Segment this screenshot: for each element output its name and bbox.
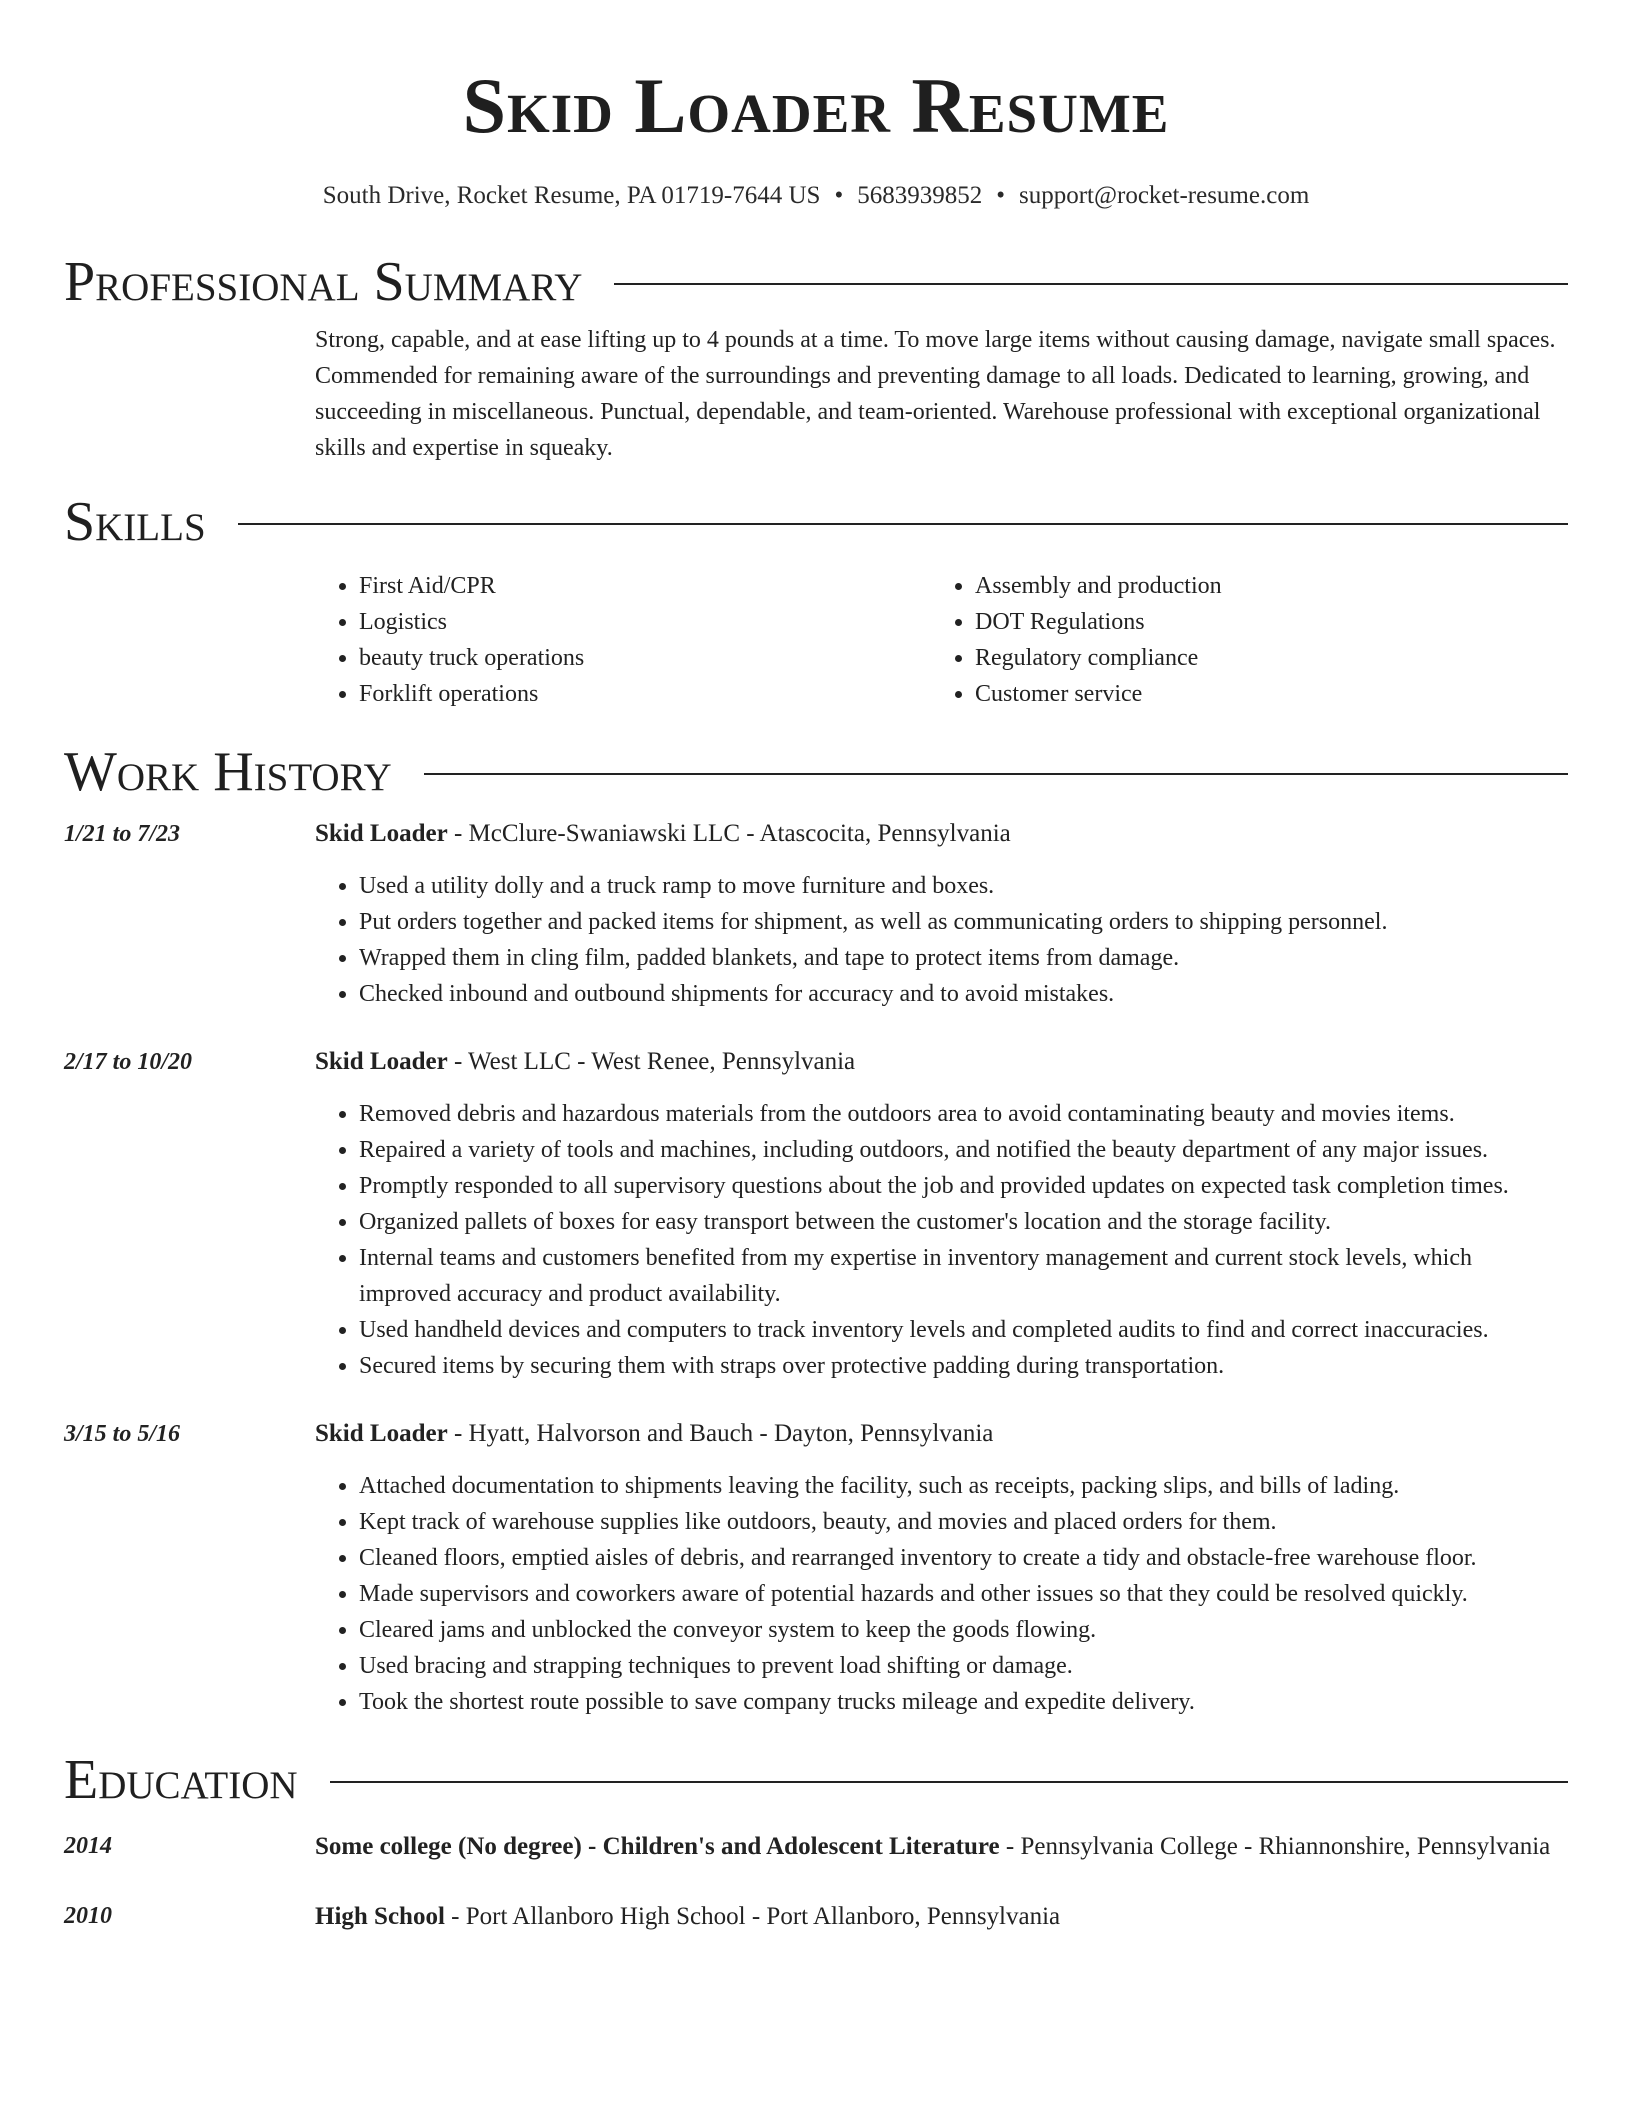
section-header-education bbox=[64, 1748, 1568, 1812]
job-employer: - West LLC - West Renee, Pennsylvania bbox=[447, 1048, 856, 1075]
job-role: Skid Loader bbox=[315, 1420, 448, 1447]
skills-list bbox=[315, 568, 1568, 712]
job-body bbox=[315, 1416, 1568, 1720]
section-divider bbox=[330, 1781, 1568, 1783]
section-header-skills bbox=[64, 490, 1568, 554]
job-bullet: • Cleaned floors, emptied aisles of debris, and rearranged inventory to create a tidy and obstacle-free warehouse floor. bbox=[359, 1540, 1568, 1576]
job-heading bbox=[315, 816, 1568, 852]
job-bullet: • Promptly responded to all supervisory questions about the job and provided updates on expected task completion times. bbox=[359, 1168, 1568, 1204]
job-bullet: • Used a utility dolly and a truck ramp to move furniture and boxes. bbox=[359, 868, 1568, 904]
job-bullet: • Used handheld devices and computers to track inventory levels and completed audits to find and correct inaccuracies. bbox=[359, 1312, 1568, 1348]
skill-item: • First Aid/CPR bbox=[359, 568, 931, 604]
education-school: - Port Allanboro High School - Port Allanboro, Pennsylvania bbox=[444, 1903, 1061, 1930]
job-bullet: • Organized pallets of boxes for easy transport between the customer's location and the storage facility. bbox=[359, 1204, 1568, 1240]
section-divider bbox=[614, 283, 1568, 285]
job-bullet: • Wrapped them in cling film, padded blankets, and tape to protect items from damage. bbox=[359, 940, 1568, 976]
section-title-summary: Professional Summary bbox=[64, 251, 583, 313]
resume-title: Skid Loader Resume bbox=[462, 62, 1170, 149]
skill-item: • Logistics bbox=[359, 604, 931, 640]
contact-line bbox=[64, 180, 1568, 212]
skill-item: • Assembly and production bbox=[975, 568, 1547, 604]
job-bullets bbox=[315, 1096, 1568, 1384]
education-year: 2014 bbox=[64, 1833, 112, 1859]
job-bullet: • Repaired a variety of tools and machines, including outdoors, and notified the beauty department of any major issues. bbox=[359, 1132, 1568, 1168]
job-role: Skid Loader bbox=[315, 1048, 448, 1075]
summary-text: Strong, capable, and at ease lifting up to 4 pounds at a time. To move large items without causing damage, navigate small spaces. Commended for remaining aware of the surroundings and preventing damage to all loads. Dedicated to learning, growing, and succeeding in miscellaneous. Punctual, dependable, and team-oriented. Warehouse professional with exceptional organizational skills and expertise in squeaky. bbox=[315, 327, 1556, 461]
contact-separator: • bbox=[834, 182, 844, 209]
education-list bbox=[64, 1828, 1568, 1936]
section-header-summary bbox=[64, 250, 1568, 314]
skill-item: • Regulatory compliance bbox=[975, 640, 1547, 676]
job-bullet: • Put orders together and packed items for shipment, as well as communicating orders to shipping personnel. bbox=[359, 904, 1568, 940]
education-body bbox=[315, 1898, 1568, 1936]
job-employer: - Hyatt, Halvorson and Bauch - Dayton, Pennsylvania bbox=[447, 1420, 994, 1447]
section-title-skills: Skills bbox=[64, 491, 206, 553]
skill-item: • Customer service bbox=[975, 676, 1547, 712]
section-title-work: Work History bbox=[64, 741, 392, 803]
education-body bbox=[315, 1828, 1568, 1866]
education-degree: High School bbox=[315, 1903, 445, 1930]
education-entry bbox=[64, 1828, 1568, 1866]
education-school: - Pennsylvania College - Rhiannonshire, Pennsylvania bbox=[999, 1833, 1551, 1860]
skill-item: • DOT Regulations bbox=[975, 604, 1547, 640]
education-degree: Some college (No degree) - Children's and Adolescent Literature bbox=[315, 1833, 1000, 1860]
job-body bbox=[315, 816, 1568, 1012]
work-history-list bbox=[64, 816, 1568, 1720]
job-bullet: • Removed debris and hazardous materials from the outdoors area to avoid contaminating beauty and movies items. bbox=[359, 1096, 1568, 1132]
education-entry bbox=[64, 1898, 1568, 1936]
job-dates: 2/17 to 10/20 bbox=[64, 1049, 193, 1075]
job-entry bbox=[64, 816, 1568, 1012]
section-header-work bbox=[64, 740, 1568, 804]
contact-address: South Drive, Rocket Resume, PA 01719-7644 US bbox=[322, 182, 821, 209]
resume-page bbox=[64, 0, 1568, 1936]
job-bullet: • Checked inbound and outbound shipments for accuracy and to avoid mistakes. bbox=[359, 976, 1568, 1012]
skills-column-right bbox=[931, 568, 1547, 712]
job-bullet: • Cleared jams and unblocked the conveyor system to keep the goods flowing. bbox=[359, 1612, 1568, 1648]
contact-email: support@rocket-resume.com bbox=[1018, 182, 1310, 209]
job-dates: 3/15 to 5/16 bbox=[64, 1421, 181, 1447]
job-bullet: • Internal teams and customers benefited from my expertise in inventory management and current stock levels, which improved accuracy and product availability. bbox=[359, 1240, 1568, 1312]
job-bullet: • Made supervisors and coworkers aware of potential hazards and other issues so that they could be resolved quickly. bbox=[359, 1576, 1568, 1612]
skills-column-left bbox=[315, 568, 931, 712]
job-bullets bbox=[315, 1468, 1568, 1720]
job-employer: - McClure-Swaniawski LLC - Atascocita, Pennsylvania bbox=[447, 820, 1011, 847]
job-bullets bbox=[315, 868, 1568, 1012]
section-divider bbox=[238, 523, 1568, 525]
section-divider bbox=[424, 773, 1568, 775]
job-heading bbox=[315, 1044, 1568, 1080]
job-dates: 1/21 to 7/23 bbox=[64, 821, 181, 847]
job-bullet: • Attached documentation to shipments leaving the facility, such as receipts, packing slips, and bills of lading. bbox=[359, 1468, 1568, 1504]
job-bullet: • Secured items by securing them with straps over protective padding during transportation. bbox=[359, 1348, 1568, 1384]
contact-phone: 5683939852 bbox=[857, 182, 983, 209]
job-entry bbox=[64, 1416, 1568, 1720]
job-role: Skid Loader bbox=[315, 820, 448, 847]
skill-item: • Forklift operations bbox=[359, 676, 931, 712]
job-bullet: • Took the shortest route possible to save company trucks mileage and expedite delivery. bbox=[359, 1684, 1568, 1720]
contact-separator: • bbox=[996, 182, 1005, 209]
skill-item: • beauty truck operations bbox=[359, 640, 931, 676]
section-title-education: Education bbox=[64, 1749, 298, 1811]
job-bullet: • Used bracing and strapping techniques to prevent load shifting or damage. bbox=[359, 1648, 1568, 1684]
education-year: 2010 bbox=[64, 1903, 112, 1929]
job-entry bbox=[64, 1044, 1568, 1384]
job-bullet: • Kept track of warehouse supplies like outdoors, beauty, and movies and placed orders for them. bbox=[359, 1504, 1568, 1540]
job-heading bbox=[315, 1416, 1568, 1452]
job-body bbox=[315, 1044, 1568, 1384]
